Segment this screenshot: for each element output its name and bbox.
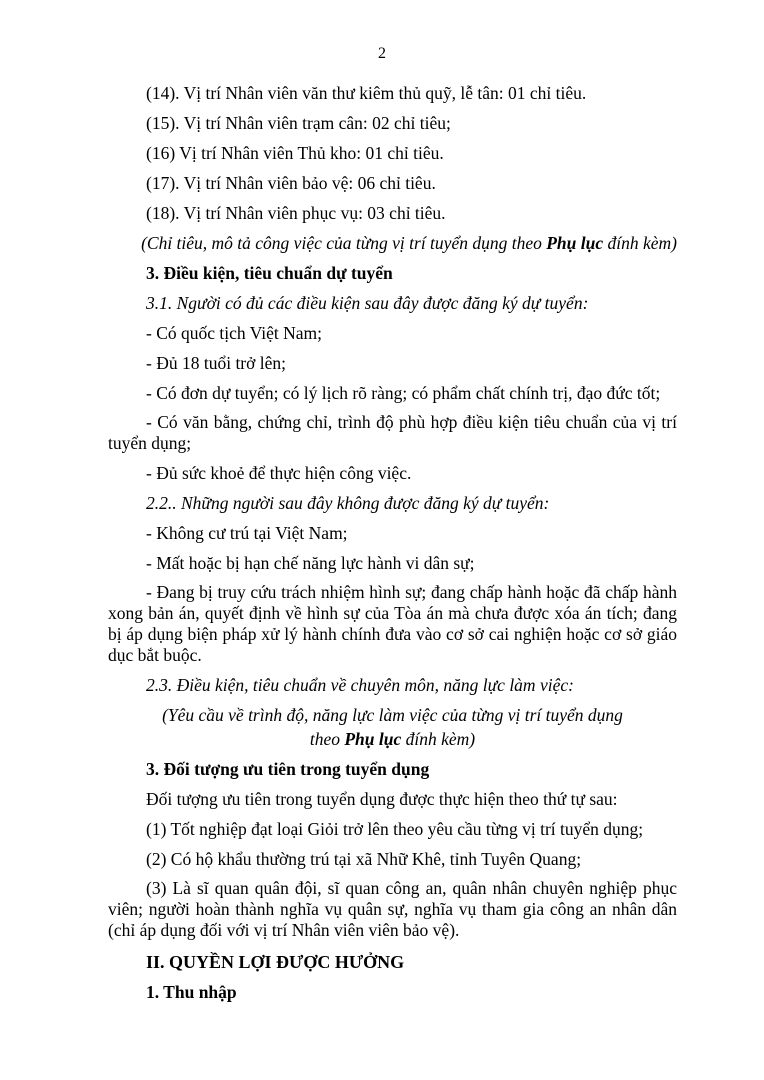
appendix-note-line2: theo Phụ lục đính kèm) [309, 729, 476, 749]
priority-item: (1) Tốt nghiệp đạt loại Giỏi trở lên theo yêu cầu từng vị trí tuyển dụng; [146, 819, 644, 839]
subsection-heading: 1. Thu nhập [146, 982, 237, 1002]
exclusion-item: - Đang bị truy cứu trách nhiệm hình sự; đang chấp hành hoặc đã chấp hành xong bản án, quyết định về hình sự của Tòa án mà chưa được xóa án tích; đang bị áp dụng biện pháp xử lý hành chính đưa vào cơ sở cai nghiện hoặc cơ sở giáo dục bắt buộc. [108, 582, 677, 665]
exclusion-item: - Mất hoặc bị hạn chế năng lực hành vi dân sự; [146, 553, 475, 573]
list-item: (18). Vị trí Nhân viên phục vụ: 03 chỉ tiêu. [146, 203, 446, 223]
section-heading: 3. Đối tượng ưu tiên trong tuyển dụng [146, 759, 430, 779]
section-heading: 3. Điều kiện, tiêu chuẩn dự tuyển [146, 263, 393, 283]
condition-item: - Đủ sức khoẻ để thực hiện công việc. [146, 463, 412, 483]
appendix-note-line1: (Yêu cầu về trình độ, năng lực làm việc của từng vị trí tuyển dụng [162, 705, 623, 725]
priority-item: (3) Là sĩ quan quân đội, sĩ quan công an, quân nhân chuyên nghiệp phục viên; người hoàn thành nghĩa vụ quân sự, nghĩa vụ tham gia công an nhân dân (chỉ áp dụng đối với vị trí Nhân viên viên bảo vệ). [108, 878, 677, 940]
condition-item: - Đủ 18 tuổi trở lên; [146, 353, 286, 373]
condition-item: - Có quốc tịch Việt Nam; [146, 323, 323, 343]
subsection-heading: 2.2.. Những người sau đây không được đăng ký dự tuyển: [146, 493, 550, 513]
priority-intro: Đối tượng ưu tiên trong tuyển dụng được thực hiện theo thứ tự sau: [146, 789, 618, 809]
list-item: (17). Vị trí Nhân viên bảo vệ: 06 chỉ tiêu. [146, 173, 436, 193]
appendix-note: (Chỉ tiêu, mô tả công việc của từng vị trí tuyển dụng theo Phụ lục đính kèm) [141, 233, 677, 253]
document-body [108, 82, 677, 1011]
list-item: (14). Vị trí Nhân viên văn thư kiêm thủ quỹ, lễ tân: 01 chỉ tiêu. [146, 83, 587, 103]
page-number: 2 [378, 45, 386, 62]
condition-item: - Có đơn dự tuyển; có lý lịch rõ ràng; có phẩm chất chính trị, đạo đức tốt; [146, 383, 661, 403]
section-heading: II. QUYỀN LỢI ĐƯỢC HƯỞNG [146, 952, 405, 972]
subsection-heading: 2.3. Điều kiện, tiêu chuẩn về chuyên môn, năng lực làm việc: [146, 675, 574, 695]
subsection-heading: 3.1. Người có đủ các điều kiện sau đây được đăng ký dự tuyển: [146, 293, 589, 313]
condition-item: - Có văn bằng, chứng chỉ, trình độ phù hợp điều kiện tiêu chuẩn của vị trí tuyển dụng; [108, 412, 677, 453]
priority-item: (2) Có hộ khẩu thường trú tại xã Nhữ Khê, tỉnh Tuyên Quang; [146, 849, 582, 869]
list-item: (16) Vị trí Nhân viên Thủ kho: 01 chỉ tiêu. [146, 143, 444, 163]
exclusion-item: - Không cư trú tại Việt Nam; [146, 523, 348, 543]
list-item: (15). Vị trí Nhân viên trạm cân: 02 chỉ tiêu; [146, 113, 451, 133]
